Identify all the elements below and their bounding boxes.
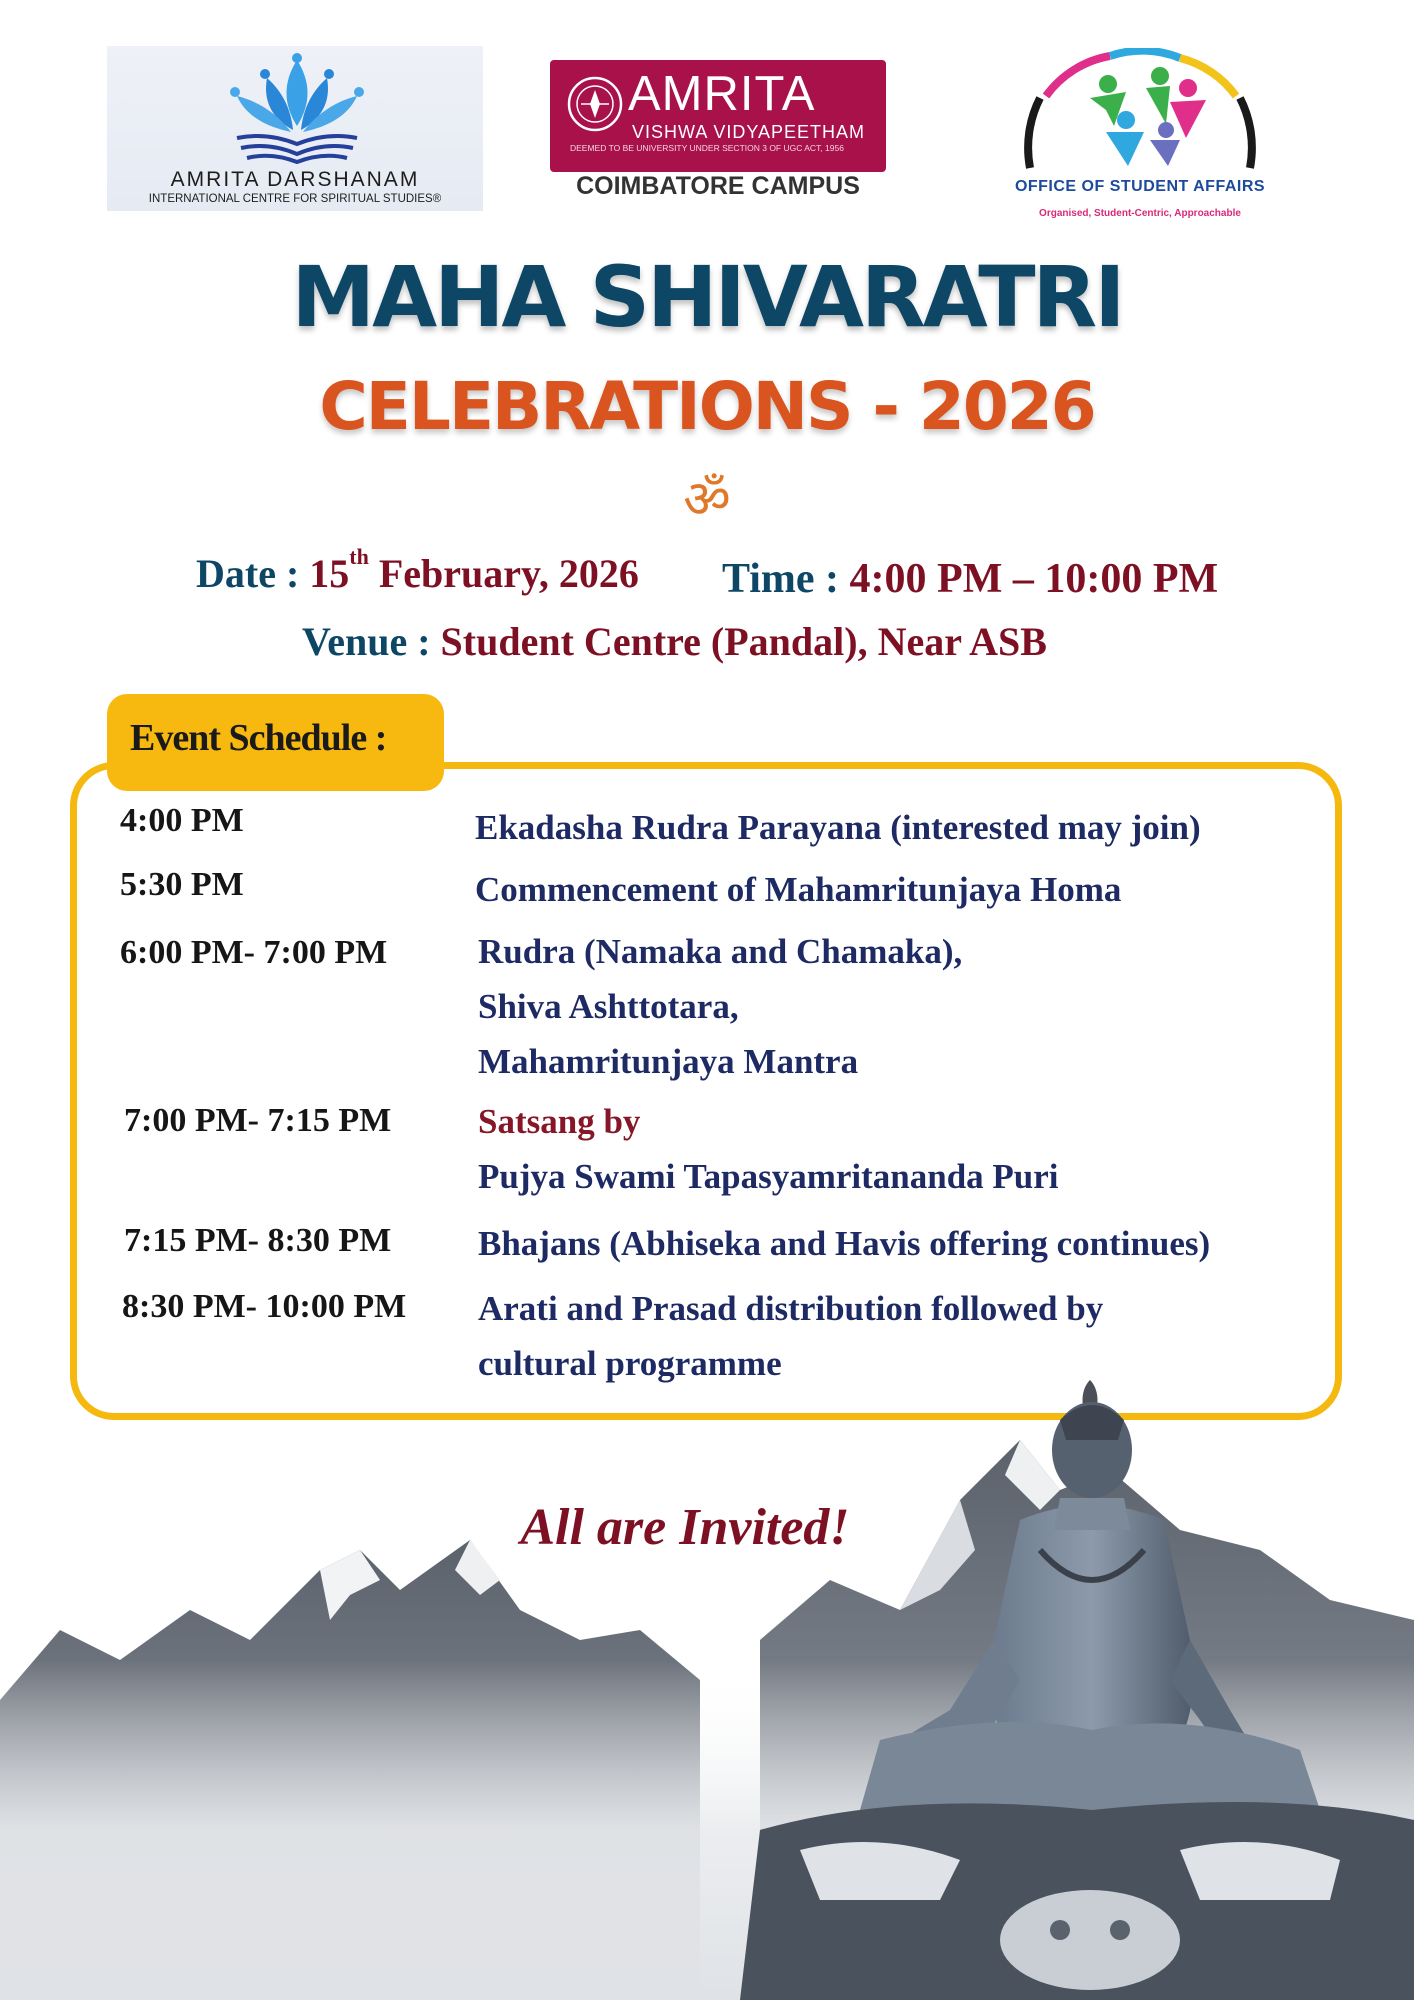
lotus-book-icon — [207, 52, 387, 164]
schedule-event — [475, 862, 1121, 917]
event-title: MAHA SHIVARATRI — [291, 248, 1123, 346]
schedule-event — [475, 800, 1201, 855]
date-label: Date : — [196, 551, 300, 596]
date-rest: February, 2026 — [378, 551, 639, 596]
amrita-fine-print: DEEMED TO BE UNIVERSITY UNDER SECTION 3 OF UGC ACT, 1956 — [570, 143, 844, 153]
schedule-event — [478, 924, 962, 1089]
schedule-event-line: Shiva Ashttotara, — [478, 987, 739, 1026]
schedule-time: 7:15 PM- 8:30 PM — [124, 1222, 392, 1259]
schedule-event — [478, 1281, 1103, 1391]
schedule-event-line: Mahamritunjaya Mantra — [478, 1042, 859, 1081]
schedule-event-line: cultural programme — [478, 1344, 782, 1383]
darshanam-name: AMRITA DARSHANAM — [170, 168, 420, 191]
venue-value: Student Centre (Pandal), Near ASB — [440, 619, 1047, 664]
schedule-event-line: Pujya Swami Tapasyamritananda Puri — [478, 1157, 1059, 1196]
schedule-event — [478, 1216, 1210, 1271]
date-suffix: th — [349, 544, 369, 569]
event-date — [196, 544, 639, 597]
schedule-time: 7:00 PM- 7:15 PM — [124, 1102, 392, 1139]
schedule-time: 6:00 PM- 7:00 PM — [120, 934, 388, 971]
invitation-text: All are Invited! — [520, 1499, 850, 1556]
schedule-event-line: Bhajans (Abhiseka and Havis offering continues) — [478, 1224, 1211, 1263]
amrita-brand: AMRITA — [628, 67, 816, 121]
event-time — [722, 555, 1218, 603]
time-value: 4:00 PM – 10:00 PM — [849, 556, 1219, 602]
schedule-heading-tab — [107, 694, 444, 791]
campus-name: COIMBATORE CAMPUS — [576, 172, 860, 200]
time-label: Time : — [722, 556, 840, 602]
university-emblem-icon — [566, 74, 624, 138]
om-symbol: ॐ — [683, 472, 731, 529]
amrita-darshanam-logo — [107, 46, 483, 211]
student-affairs-logo — [990, 48, 1290, 228]
schedule-time: 5:30 PM — [120, 866, 244, 903]
schedule-time: 8:30 PM- 10:00 PM — [122, 1288, 407, 1325]
schedule-event-line: Arati and Prasad distribution followed by — [478, 1289, 1104, 1328]
student-affairs-name: OFFICE OF STUDENT AFFAIRS — [1014, 178, 1266, 195]
schedule-heading: Event Schedule : — [130, 717, 387, 759]
amrita-university-logo — [550, 60, 886, 172]
schedule-event-line: Satsang by — [478, 1102, 641, 1141]
mountain-scene-illustration — [0, 1380, 1414, 2000]
schedule-event — [478, 1094, 1059, 1204]
darshanam-tagline: INTERNATIONAL CENTRE FOR SPIRITUAL STUDIES® — [148, 193, 442, 205]
schedule-event-line: Rudra (Namaka and Chamaka), — [478, 932, 963, 971]
schedule-time: 4:00 PM — [120, 802, 244, 839]
schedule-event-line: Ekadasha Rudra Parayana (interested may join) — [475, 808, 1201, 847]
student-affairs-tagline: Organised, Student-Centric, Approachable — [1039, 208, 1241, 219]
venue-label: Venue : — [302, 619, 431, 664]
schedule-event-line: Commencement of Mahamritunjaya Homa — [475, 870, 1122, 909]
event-subtitle: CELEBRATIONS - 2026 — [319, 368, 1095, 445]
date-day: 15 — [309, 551, 350, 596]
student-figures-icon — [1010, 48, 1270, 174]
event-venue — [302, 618, 1047, 665]
amrita-subtitle: VISHWA VIDYAPEETHAM — [632, 122, 866, 142]
